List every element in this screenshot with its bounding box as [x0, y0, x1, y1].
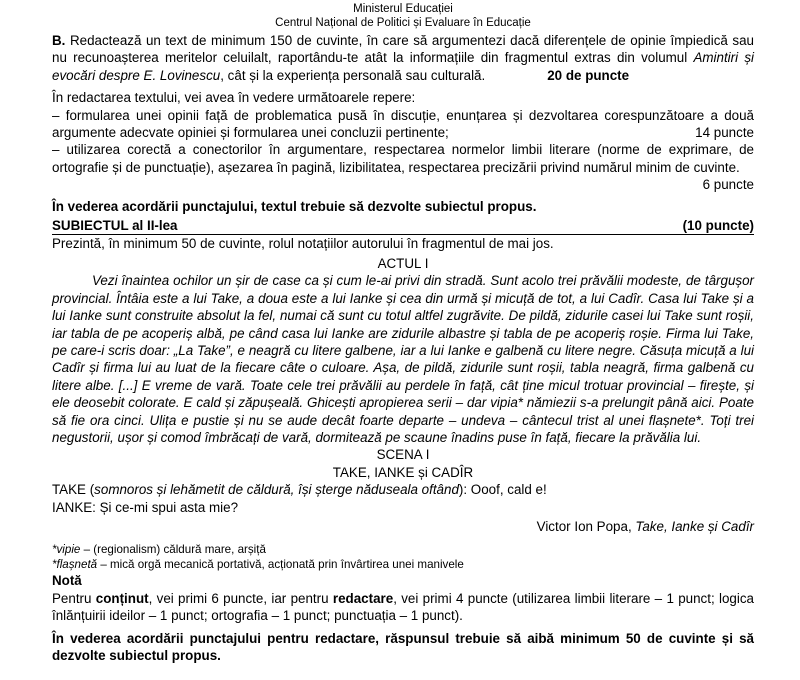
guidelines-intro: În redactarea textului, vei avea în vedere următoarele repere:: [52, 90, 416, 106]
part-b-points: 20 de puncte: [547, 67, 630, 83]
fragment-source: [52, 518, 754, 535]
part-b-label: B.: [52, 33, 66, 48]
footnote-vipie-term: *vipie: [52, 543, 81, 557]
document-header: [52, 2, 754, 30]
scene-heading: SCENA I: [376, 447, 430, 463]
dialogue-line-ianke: IANKE: Și ce-mi spui asta mie?: [52, 499, 239, 515]
part-b-task: [52, 32, 754, 84]
guideline-item-1-text: – formularea unei opinii față de problematica pusă în discuție, enunțarea și dezvoltarea corespunzătoare a două argumente adecvate opiniei și formularea unei concluzii pertinente;: [52, 107, 754, 141]
footnote-vipie: [52, 543, 754, 558]
fragment-paragraph: Vezi înaintea ochilor un șir de case ca și cum le-ai privi din stradă. Sunt acolo trei prăvălii modeste, de târgușor provincial. Întâia este a lui Take, a doua este a lui Ianke și cea din urmă și micuță de tot, a lui Cadîr. Casa lui Take și a lui Ianke sunt construite absolut la fel, numai că sunt cu totul altfel zugrăvite. De pildă, zidurile casei lui Take sunt roșii, iar tabla de pe acoperiș albă, pe când casa lui Ianke are zidurile albastre și tabla de pe acoperiș roșie. Firma lui Take, pe care-i scris doar: „La Take”, e neagră cu litere galbene, iar a lui Ianke e galbenă cu litere negre. Căsuța micuță a lui Cadîr și firma lui au luat de la fiecare câte o culoare. Așa, de pildă, zidurile sunt roșii, tabla neagră, firma galbenă cu litere albe. [...] E vreme de vară. Toate cele trei prăvălii au perdele în față, cât ține micul trotuar provincial – firește, și ele deosebit colorate. E cald și zăpușeală. Ghicești apropierea serii – dar vipia* nămiezii s-a prelungit până aici. Poate să fie ora cinci. Ulița e pustie și nu se aude decât foarte departe – undeva – cântecul trist al unei flașnete*. Toți trei negustorii, ușor și comod îmbrăcați de vară, dormitează pe scaune înadins puse în față, fiecare la prăvălia lui.: [52, 273, 754, 445]
guideline-item-1: [52, 107, 754, 142]
footnotes: [52, 543, 754, 572]
source-author: Victor Ion Popa,: [536, 518, 636, 534]
note-text-3: , vei primi 4 puncte (utilizarea limbii literare – 1 punct; logica înlănțuirii ideilor – 1 punct; ortografia – 1 punct; punctuația – 1 punct).: [52, 590, 754, 624]
guideline-item-2-points: 6 puncte: [702, 177, 754, 193]
subject-2-heading: [52, 217, 754, 235]
part-b-warning: În vederea acordării punctajului, textul trebuie să dezvolte subiectul propus.: [52, 198, 537, 214]
part-b-text-1: Redactează un text de minimum 150 de cuvinte, în care să argumentezi dacă diferențele de opinie împiedică sau nu recunoașterea meritelor celuilalt, raportându-te atât la informațiile din fragmentul extras din volumul: [52, 33, 754, 66]
note-text: [52, 590, 754, 625]
footnote-vipie-text: – (regionalism) căldură mare, arșiță: [80, 543, 266, 557]
subject-2-task: Prezintă, în minimum 50 de cuvinte, rolul notațiilor autorului în fragmentul de mai jos.: [52, 236, 554, 252]
part-b-text-2: , cât și la experiența personală sau culturală.: [220, 67, 486, 83]
subject-2-points: (10 puncte): [682, 218, 754, 234]
note-content-word: conținut: [95, 590, 149, 606]
act-heading: ACTUL I: [377, 255, 429, 271]
stage-direction: somnoros și lehămetit de căldură, își șterge năduseala oftând: [94, 482, 459, 498]
subject-2-title: SUBIECTUL al II-lea: [52, 218, 178, 234]
footnote-flasneta-text: – mică orgă mecanică portativă, acționată prin învârtirea unei manivele: [97, 557, 464, 571]
center-name: Centrul Național de Politici și Evaluare în Educație: [275, 17, 531, 29]
note-text-2: , vei primi 6 puncte, iar pentru: [148, 590, 333, 606]
footnote-flasneta: [52, 558, 754, 573]
final-warning: În vederea acordării punctajului pentru redactare, răspunsul trebuie să aibă minimum 50 de cuvinte și să dezvolte subiectul propus.: [52, 630, 754, 663]
footnote-flasneta-term: *flașnetă: [52, 557, 98, 571]
scene-characters: TAKE, IANKE și CADÎR: [332, 464, 474, 480]
ministry-name: Ministerul Educației: [353, 3, 453, 15]
source-title: Take, Ianke și Cadîr: [635, 518, 754, 534]
note-text-1: Pentru: [52, 590, 96, 606]
guideline-item-2: – utilizarea corectă a conectorilor în argumentare, respectarea normelor limbii literare (norme de exprimare, de ortografie și de punctuație), așezarea în pagină, lizibilitatea, respectarea precizării privind numărul minim de cuvinte.: [52, 142, 754, 175]
guideline-item-1-points: 14 puncte: [695, 125, 754, 141]
dialogue-line-take: [52, 481, 754, 498]
note-redactare-word: redactare: [332, 590, 394, 606]
take-line: ): Ooof, cald e!: [458, 482, 547, 498]
exam-body: [52, 32, 754, 664]
note-title: Notă: [52, 573, 82, 589]
book-title: Amintiri și evocări despre E. Lovinescu: [52, 50, 754, 83]
take-speaker: TAKE (: [52, 482, 95, 498]
